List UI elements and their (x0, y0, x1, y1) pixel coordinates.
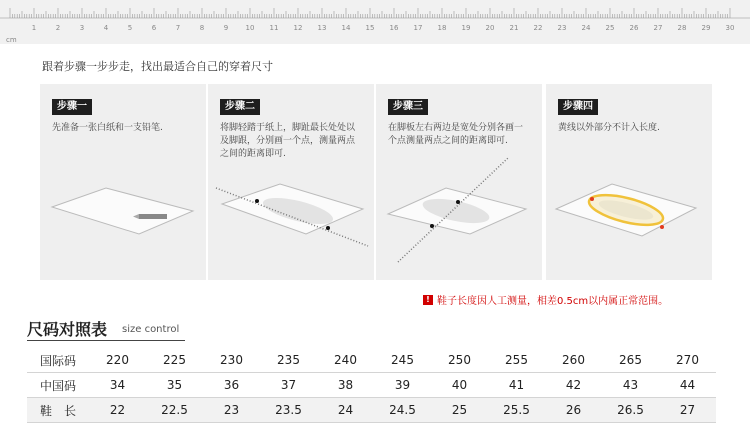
ruler-number: 1 (31, 24, 37, 32)
ruler-number: 5 (127, 24, 133, 32)
table-cell: 25 (431, 398, 488, 423)
ruler-number: 29 (701, 24, 711, 32)
pencil-icon (139, 214, 167, 219)
title-underline (27, 340, 185, 341)
ruler-number: 22 (533, 24, 543, 32)
ruler-number: 6 (151, 24, 157, 32)
table-cell: 255 (488, 348, 545, 373)
ruler-number: 9 (223, 24, 229, 32)
foot-width-illustration (376, 84, 542, 280)
table-cell: 40 (431, 373, 488, 398)
ruler-number: 26 (629, 24, 639, 32)
table-cell: 270 (659, 348, 716, 373)
foot-length-illustration (208, 84, 374, 280)
ruler-number: 23 (557, 24, 567, 32)
ruler-number: 27 (653, 24, 663, 32)
table-cell: 38 (317, 373, 374, 398)
ruler-number: 2 (55, 24, 61, 32)
table-cell: 27 (659, 398, 716, 423)
ruler-number: 10 (245, 24, 255, 32)
step-4-badge: 步骤四 (558, 99, 598, 115)
step-2-badge: 步骤二 (220, 99, 260, 115)
table-cell: 35 (146, 373, 203, 398)
row-label: 国际码 (27, 348, 89, 373)
ruler-number: 28 (677, 24, 687, 32)
ruler-graphic (0, 0, 750, 44)
step-3-badge: 步骤三 (388, 99, 428, 115)
step-3-panel (376, 84, 542, 280)
ruler-number: 11 (269, 24, 279, 32)
ruler (0, 0, 750, 44)
ruler-number: 21 (509, 24, 519, 32)
table-cell: 24.5 (374, 398, 431, 423)
step-2-description: 将脚轻踏于纸上，脚趾最长处处以及脚跟，分别画一个点，测量两点之间的距离即可. (220, 123, 356, 159)
table-cell: 43 (602, 373, 659, 398)
row-label: 中国码 (27, 373, 89, 398)
warning-icon: ! (423, 295, 433, 305)
table-cell: 25.5 (488, 398, 545, 423)
ruler-number: 8 (199, 24, 205, 32)
paper-pencil-illustration (40, 84, 206, 280)
ruler-number: 4 (103, 24, 109, 32)
size-table-title: 尺码对照表 (27, 320, 108, 339)
table-cell: 22.5 (146, 398, 203, 423)
ruler-number: 14 (341, 24, 351, 32)
table-cell: 37 (260, 373, 317, 398)
ruler-number: 24 (581, 24, 591, 32)
ruler-number: 30 (725, 24, 735, 32)
measurement-note (423, 292, 668, 307)
table-cell: 41 (488, 373, 545, 398)
ruler-number: 13 (317, 24, 327, 32)
table-row (27, 373, 716, 398)
step-4-description: 黄线以外部分不计入长度. (558, 123, 660, 133)
ruler-number: 19 (461, 24, 471, 32)
table-cell: 23 (203, 398, 260, 423)
table-cell: 34 (89, 373, 146, 398)
table-cell: 260 (545, 348, 602, 373)
table-cell: 265 (602, 348, 659, 373)
step-2-panel (208, 84, 374, 280)
table-cell: 26 (545, 398, 602, 423)
size-table-subtitle: size control (122, 324, 180, 335)
ruler-number: 25 (605, 24, 615, 32)
table-cell: 230 (203, 348, 260, 373)
ruler-number: 16 (389, 24, 399, 32)
measurement-note-text: 鞋子长度因人工测量，相差0.5cm以内属正常范围。 (437, 296, 669, 307)
table-cell: 24 (317, 398, 374, 423)
table-cell: 39 (374, 373, 431, 398)
table-cell: 220 (89, 348, 146, 373)
table-cell: 245 (374, 348, 431, 373)
size-table (27, 348, 716, 423)
row-label: 鞋 长 (27, 398, 89, 423)
step-4-panel (546, 84, 712, 280)
table-row (27, 348, 716, 373)
intro-text: 跟着步骤一步步走，找出最适合自己的穿着尺寸 (42, 60, 273, 73)
step-3-description: 在脚板左右两边是宽处分别各画一个点测量两点之间的距离即可. (388, 123, 524, 146)
table-cell: 36 (203, 373, 260, 398)
table-row (27, 398, 716, 423)
step-1-description: 先准备一张白纸和一支铅笔. (52, 123, 163, 133)
table-cell: 250 (431, 348, 488, 373)
ruler-number: 3 (79, 24, 85, 32)
table-cell: 42 (545, 373, 602, 398)
ruler-number: 20 (485, 24, 495, 32)
ruler-number: 17 (413, 24, 423, 32)
table-cell: 26.5 (602, 398, 659, 423)
ruler-number: 12 (293, 24, 303, 32)
table-cell: 23.5 (260, 398, 317, 423)
ruler-number: 18 (437, 24, 447, 32)
ruler-number: 7 (175, 24, 181, 32)
foot-outline-illustration (546, 84, 712, 280)
table-cell: 22 (89, 398, 146, 423)
ruler-unit: cm (6, 36, 17, 44)
ruler-number: 15 (365, 24, 375, 32)
table-cell: 240 (317, 348, 374, 373)
table-cell: 225 (146, 348, 203, 373)
step-1-badge: 步骤一 (52, 99, 92, 115)
step-1-panel (40, 84, 206, 280)
table-cell: 235 (260, 348, 317, 373)
table-cell: 44 (659, 373, 716, 398)
